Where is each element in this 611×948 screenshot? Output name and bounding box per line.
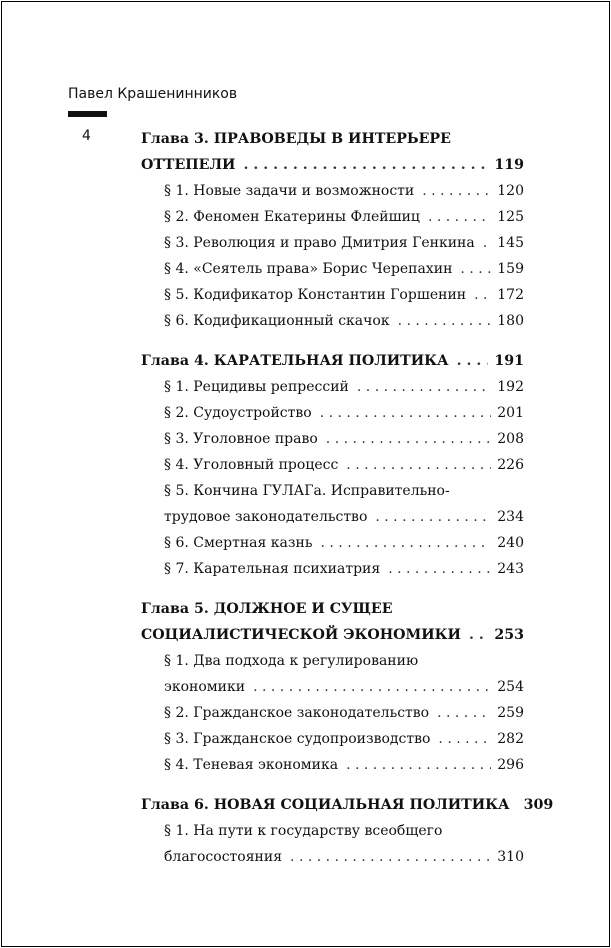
leader-dots [388,556,491,582]
toc-entry[interactable] [164,726,524,752]
chapter-3 [141,126,524,334]
section-page: 240 [497,535,524,551]
chapter-title: Глава 6. НОВАЯ СОЦИАЛЬНАЯ ПОЛИТИКА [141,797,510,813]
toc-entry[interactable] [164,452,524,478]
leader-dots [469,622,488,648]
leader-dots [483,230,492,256]
section-title: § 5. Кончина ГУЛАГа. Исправительно- [164,483,450,499]
section-page: 180 [497,313,524,329]
toc-entry[interactable] [141,622,524,648]
leader-dots [428,204,491,230]
leader-dots [326,426,491,452]
section-page: 201 [497,405,524,421]
leader-dots [243,152,488,178]
leader-dots [290,844,491,870]
section-title: § 1. Новые задачи и возможности [164,183,415,199]
leader-dots [438,726,491,752]
section-page: 145 [497,235,524,251]
leader-dots [357,374,491,400]
section-page: 296 [497,757,524,773]
section-title: § 2. Судоустройство [164,405,312,421]
chapter-page: 191 [494,353,524,369]
section-page: 282 [497,731,524,747]
chapter-title-cont: ОТТЕПЕЛИ [141,157,236,173]
section-title: § 2. Феномен Екатерины Флейшиц [164,209,420,225]
section-page: 259 [497,705,524,721]
chapter-title: Глава 5. ДОЛЖНОЕ И СУЩЕЕ [141,601,393,617]
toc-entry[interactable] [164,256,524,282]
page-number: 4 [82,128,91,144]
section-page: 192 [497,379,524,395]
section-title: § 1. На пути к государству всеобщего [164,823,443,839]
section-title: § 2. Гражданское законодательство [164,705,430,721]
section-page: 125 [497,209,524,225]
section-page: 243 [497,561,524,577]
section-title: § 3. Уголовное право [164,431,318,447]
header-rule [68,111,107,117]
toc-entry[interactable] [164,674,524,700]
leader-dots [474,282,491,308]
leader-dots [422,178,491,204]
section-page: 159 [497,261,524,277]
chapter-title: Глава 3. ПРАВОВЕДЫ В ИНТЕРЬЕРЕ [141,131,451,147]
section-page: 254 [497,679,524,695]
section-title: § 5. Кодификатор Константин Горшенин [164,287,467,303]
section-title: § 6. Кодификационный скачок [164,313,390,329]
chapter-page: 119 [494,157,524,173]
leader-dots [398,308,492,334]
chapter-6 [141,792,554,870]
leader-dots [346,452,491,478]
toc-entry[interactable] [164,844,524,870]
section-title: § 7. Карательная психиатрия [164,561,381,577]
toc-entry[interactable] [164,282,524,308]
section-title-cont: трудовое законодательство [164,509,368,525]
toc-entry[interactable] [164,308,524,334]
leader-dots [253,674,491,700]
section-title: § 4. «Сеятель права» Борис Черепахин [164,261,453,277]
toc-entry[interactable] [164,700,524,726]
chapter-page: 309 [523,797,554,813]
chapter-5 [141,596,524,778]
toc-entry[interactable] [164,178,524,204]
section-page: 208 [497,431,524,447]
chapter-4 [141,348,524,582]
toc-entry[interactable] [141,152,524,178]
section-page: 172 [497,287,524,303]
toc-entry[interactable] [164,752,524,778]
section-page: 120 [497,183,524,199]
leader-dots [375,504,491,530]
section-page: 226 [497,457,524,473]
section-title: § 1. Рецидивы репрессий [164,379,349,395]
running-head: Павел Крашенинников [68,86,238,102]
leader-dots [460,256,491,282]
leader-dots [346,752,491,778]
toc-entry[interactable] [164,426,524,452]
toc-entry[interactable] [164,374,524,400]
toc-entry[interactable] [164,556,524,582]
section-page: 310 [497,849,524,865]
leader-dots [437,700,491,726]
leader-dots [320,400,492,426]
toc-entry[interactable] [164,400,524,426]
toc-entry[interactable] [164,204,524,230]
section-title-cont: экономики [164,679,246,695]
chapter-page: 253 [494,627,524,643]
section-page: 234 [497,509,524,525]
section-title-cont: благосостояния [164,849,283,865]
toc-entry[interactable] [164,230,524,256]
toc-entry[interactable] [141,792,554,818]
chapter-title: Глава 4. КАРАТЕЛЬНАЯ ПОЛИТИКА [141,353,449,369]
chapter-title-cont: СОЦИАЛИСТИЧЕСКОЙ ЭКОНОМИКИ [141,627,461,643]
section-title: § 6. Смертная казнь [164,535,313,551]
section-title: § 1. Два подхода к регулированию [164,653,419,669]
toc-entry[interactable] [164,504,524,530]
section-title: § 3. Гражданское судопроизводство [164,731,431,747]
table-of-contents [141,126,554,884]
toc-entry[interactable] [164,530,524,556]
leader-dots [321,530,492,556]
section-title: § 3. Революция и право Дмитрия Генкина [164,235,475,251]
leader-dots [457,348,489,374]
section-title: § 4. Теневая экономика [164,757,339,773]
toc-entry[interactable] [141,348,524,374]
section-title: § 4. Уголовный процесс [164,457,339,473]
